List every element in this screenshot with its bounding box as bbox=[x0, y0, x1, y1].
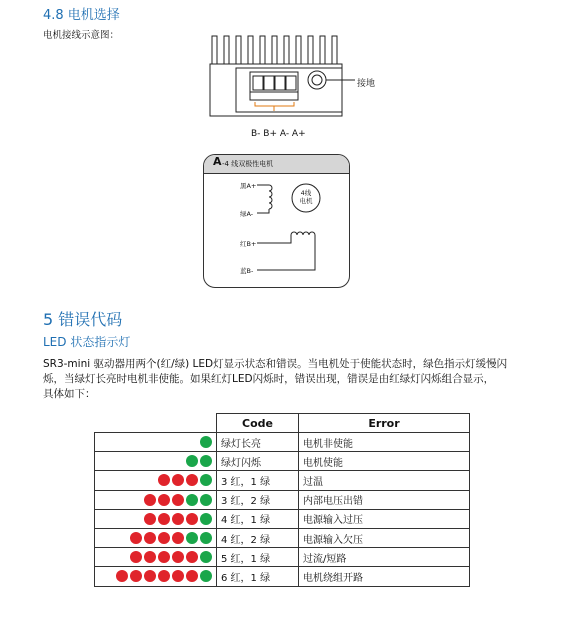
green-led-icon bbox=[200, 513, 212, 525]
green-led-icon bbox=[186, 494, 198, 506]
table-header-row bbox=[95, 414, 470, 433]
table-row bbox=[95, 452, 470, 471]
table-row bbox=[95, 567, 470, 586]
code-cell: 5 红，1 绿 bbox=[217, 548, 299, 567]
description-line-1: SR3-mini 驱动器用两个(红/绿) LED灯显示状态和错误。当电机处于使能状态时，绿色指示灯缓慢闪 bbox=[43, 358, 508, 370]
green-led-icon bbox=[200, 532, 212, 544]
error-cell: 电机绕组开路 bbox=[299, 567, 470, 586]
red-led-icon bbox=[172, 474, 184, 486]
green-led-icon bbox=[200, 474, 212, 486]
red-led-icon bbox=[186, 551, 198, 563]
wire-label-b-minus: 蓝B- bbox=[240, 267, 254, 275]
error-cell: 过流/短路 bbox=[299, 548, 470, 567]
table-row bbox=[95, 490, 470, 509]
led-pattern bbox=[95, 528, 217, 547]
red-led-icon bbox=[116, 570, 128, 582]
led-pattern bbox=[95, 452, 217, 471]
led-pattern bbox=[95, 567, 217, 586]
ground-label: 接地 bbox=[357, 79, 376, 89]
red-led-icon bbox=[144, 570, 156, 582]
green-led-icon bbox=[186, 532, 198, 544]
error-cell: 电机非使能 bbox=[299, 433, 470, 452]
section-4-8-title: 4.8 电机选择 bbox=[43, 8, 120, 23]
led-header-cell bbox=[95, 414, 217, 433]
red-led-icon bbox=[144, 494, 156, 506]
red-led-icon bbox=[158, 474, 170, 486]
red-led-icon bbox=[144, 513, 156, 525]
red-led-icon bbox=[172, 513, 184, 525]
red-led-icon bbox=[144, 532, 156, 544]
table-row bbox=[95, 471, 470, 490]
red-led-icon bbox=[186, 570, 198, 582]
code-cell: 3 红，2 绿 bbox=[217, 490, 299, 509]
led-pattern bbox=[95, 433, 217, 452]
wiring-caption: 电机接线示意图： bbox=[43, 30, 120, 41]
red-led-icon bbox=[158, 494, 170, 506]
led-pattern bbox=[95, 490, 217, 509]
red-led-icon bbox=[172, 551, 184, 563]
led-pattern bbox=[95, 548, 217, 567]
error-code-table bbox=[94, 413, 470, 587]
red-led-icon bbox=[172, 532, 184, 544]
code-cell: 绿灯闪烁 bbox=[217, 452, 299, 471]
red-led-icon bbox=[158, 551, 170, 563]
error-cell: 电机使能 bbox=[299, 452, 470, 471]
error-cell: 过温 bbox=[299, 471, 470, 490]
red-led-icon bbox=[144, 551, 156, 563]
code-cell: 绿灯长亮 bbox=[217, 433, 299, 452]
red-led-icon bbox=[130, 551, 142, 563]
motor-label bbox=[297, 189, 315, 205]
red-led-icon bbox=[186, 474, 198, 486]
red-led-icon bbox=[158, 513, 170, 525]
motor-box-title-prefix: A bbox=[213, 155, 222, 168]
code-cell: 4 红，1 绿 bbox=[217, 509, 299, 528]
section-5-subtitle: LED 状态指示灯 bbox=[43, 335, 131, 349]
red-led-icon bbox=[158, 570, 170, 582]
wire-label-a-plus: 黑A+ bbox=[240, 182, 257, 190]
code-header: Code bbox=[217, 414, 299, 433]
green-led-icon bbox=[200, 494, 212, 506]
red-led-icon bbox=[130, 532, 142, 544]
error-cell: 电源输入欠压 bbox=[299, 528, 470, 547]
table-row bbox=[95, 433, 470, 452]
led-pattern bbox=[95, 509, 217, 528]
description bbox=[43, 357, 543, 402]
error-cell: 内部电压出错 bbox=[299, 490, 470, 509]
motor-label-line2: 电机 bbox=[299, 197, 313, 205]
red-led-icon bbox=[172, 494, 184, 506]
error-header: Error bbox=[299, 414, 470, 433]
motor-label-line1: 4线 bbox=[300, 189, 312, 197]
red-led-icon bbox=[172, 570, 184, 582]
wire-label-b-plus: 红B+ bbox=[240, 240, 257, 248]
table-row bbox=[95, 509, 470, 528]
error-cell: 电源输入过压 bbox=[299, 509, 470, 528]
led-pattern bbox=[95, 471, 217, 490]
terminal-labels: B- B+ A- A+ bbox=[251, 129, 306, 139]
table-row bbox=[95, 528, 470, 547]
motor-box-title: -4 线双极性电机 bbox=[222, 160, 274, 168]
red-led-icon bbox=[158, 532, 170, 544]
green-led-icon bbox=[200, 551, 212, 563]
code-cell: 4 红，2 绿 bbox=[217, 528, 299, 547]
description-line-3: 具体如下： bbox=[43, 388, 96, 400]
code-cell: 3 红，1 绿 bbox=[217, 471, 299, 490]
wire-label-a-minus: 绿A- bbox=[240, 210, 254, 218]
table-row bbox=[95, 548, 470, 567]
green-led-icon bbox=[200, 570, 212, 582]
red-led-icon bbox=[186, 513, 198, 525]
description-line-2: 烁，当绿灯长亮时电机非使能。如果红灯LED闪烁时，错误出现，错误是由红绿灯闪烁组合显示， bbox=[43, 373, 495, 385]
section-5-title: 5 错误代码 bbox=[43, 310, 123, 329]
red-led-icon bbox=[130, 570, 142, 582]
green-led-icon bbox=[200, 455, 212, 467]
green-led-icon bbox=[200, 436, 212, 448]
green-led-icon bbox=[186, 455, 198, 467]
drive-illustration bbox=[200, 34, 380, 130]
code-cell: 6 红，1 绿 bbox=[217, 567, 299, 586]
